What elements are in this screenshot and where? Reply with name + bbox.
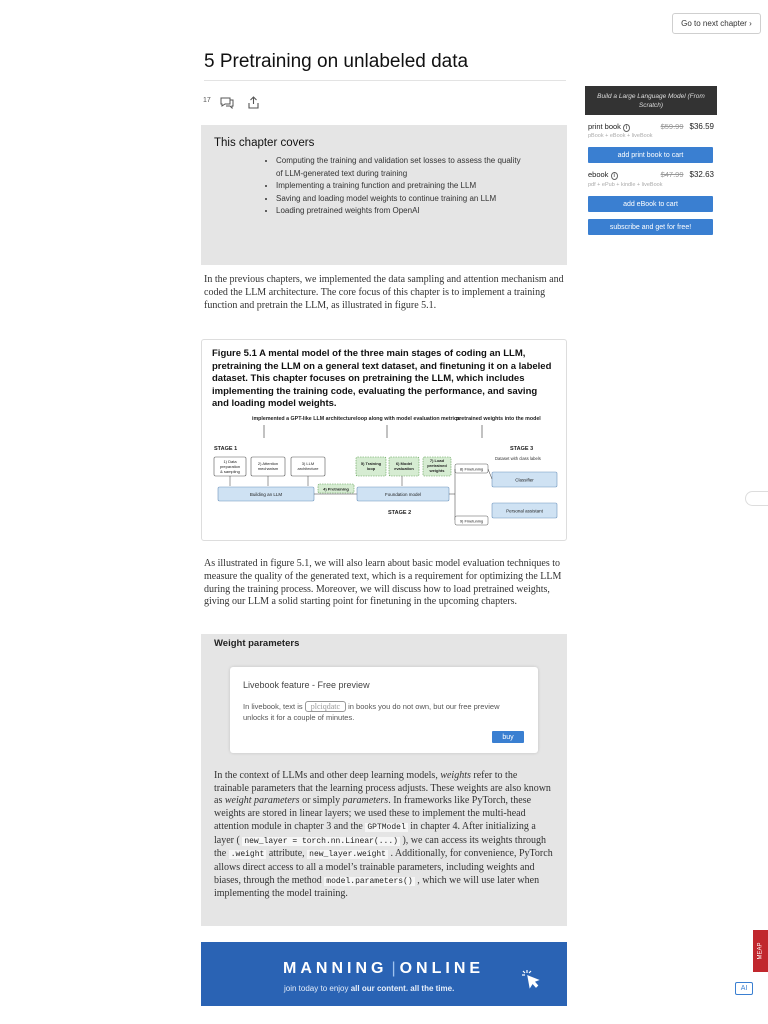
weight-parameters-text: In the context of LLMs and other deep learning models, weights refer to the trainable parameters that the learning process adjusts. These weights are also known as weight parameters or simply parameters. In frameworks like PyTorch, these weights are stored in linear layers; we used these to implement the multi-head attention module in chapter 3 and the GPTModel in chapter 4. After initializing a layer ( new_layer = torch.nn.Linear(...) ), we can access its weights through the .weight attribute, new_layer.weight . Additionally, for convenience, PyTorch allows direct access to all a model’s trainable parameters, including weights and biases, through the method model.parameters() , which we will use later when implementing the model training.: [214, 770, 553, 900]
svg-text:1) Data: 1) Data: [223, 459, 237, 464]
ebook-old-price: $47.99: [660, 169, 684, 179]
banner-tagline: join today to enjoy all our content. all the time.: [284, 984, 455, 993]
list-item: • Loading pretrained weights from OpenAI: [276, 205, 526, 218]
chapter-covers-list: [214, 155, 526, 218]
box-classifier: [492, 472, 557, 487]
ebook-new-price: $32.63: [689, 169, 714, 179]
svg-text:mechanism: mechanism: [257, 466, 279, 471]
list-item: • Saving and loading model weights to continue training an LLM: [276, 193, 526, 206]
stage1-label: STAGE 1: [214, 446, 238, 452]
svg-text:Foundation model: Foundation model: [384, 492, 422, 497]
comments-icon[interactable]: [219, 96, 235, 111]
box-model-evaluation: [389, 457, 419, 476]
box-building-llm: [218, 487, 314, 501]
figure-top-note-1: implemented a GPT-like LLM architecture: [252, 416, 356, 422]
livebook-preview-card: [230, 667, 538, 753]
box-load-weights: [423, 457, 451, 476]
svg-text:preparation: preparation: [219, 464, 241, 469]
subscribe-button[interactable]: subscribe and get for free!: [588, 219, 713, 235]
chapter-covers-box: [201, 125, 567, 265]
svg-text:pretrained: pretrained: [427, 463, 447, 468]
svg-text:2) Attention: 2) Attention: [257, 461, 279, 466]
box-finetuning-9: [455, 516, 488, 525]
figure-5-1: [201, 339, 567, 541]
chapter-title: 5 Pretraining on unlabeled data: [204, 51, 469, 72]
buy-button[interactable]: buy: [492, 731, 524, 743]
svg-text:8) Finetuning: 8) Finetuning: [459, 466, 484, 472]
comment-count: 17: [203, 97, 211, 104]
print-new-price: $36.59: [689, 121, 714, 131]
ebook-formats: pdf + ePub + kindle + liveBook: [588, 182, 663, 188]
manning-online-banner[interactable]: [201, 942, 567, 1006]
stage2-label: STAGE 2: [388, 510, 412, 516]
svg-text:3) LLM: 3) LLM: [301, 461, 315, 466]
list-item: • Computing the training and validation set losses to assess the quality of LLM-generated text during training: [276, 155, 526, 180]
box-personal-assistant: [492, 503, 557, 518]
box-foundation-model: [357, 487, 449, 501]
figure-top-note-3: pretrained weights into the model: [456, 416, 541, 422]
info-icon[interactable]: i: [611, 172, 618, 180]
chapter-actions: [203, 96, 260, 111]
box-data-prep: [214, 457, 246, 476]
box-finetuning-8: [455, 464, 488, 473]
svg-text:Classifier: Classifier: [515, 477, 534, 483]
info-icon[interactable]: i: [623, 124, 630, 132]
svg-text:9) Finetuning: 9) Finetuning: [459, 518, 484, 524]
stage3-label: STAGE 3: [510, 446, 534, 452]
meap-tab[interactable]: MEAP: [753, 930, 768, 972]
purchase-sidebar: [584, 86, 718, 244]
figure-top-note-2: loop along with model evaluation metrics: [356, 416, 460, 422]
weight-parameters-box: [201, 634, 567, 926]
share-icon[interactable]: [247, 96, 260, 111]
svg-text:Building an LLM: Building an LLM: [249, 492, 283, 497]
svg-text:& sampling: & sampling: [220, 469, 240, 474]
preview-title: Livebook feature - Free preview: [243, 680, 370, 690]
cursor-click-icon: [519, 968, 543, 997]
svg-text:4) Pretraining: 4) Pretraining: [323, 486, 349, 492]
dataset-label: Dataset with class labels: [495, 456, 541, 461]
svg-text:Personal assistant: Personal assistant: [506, 508, 543, 514]
next-chapter-button[interactable]: Go to next chapter ›: [672, 13, 761, 34]
svg-text:weights: weights: [429, 468, 445, 473]
ebook-price-row: ebook i $47.99 $32.63: [588, 169, 714, 179]
box-attention: [251, 457, 285, 476]
svg-text:5) Training: 5) Training: [360, 461, 382, 466]
figure-diagram: [212, 414, 558, 528]
box-pretraining: [318, 484, 354, 493]
add-print-to-cart-button[interactable]: add print book to cart: [588, 147, 713, 163]
box-llm-architecture: [291, 457, 325, 476]
box-training-loop: [356, 457, 386, 476]
book-cover-title: Build a Large Language Model (From Scratch): [585, 86, 717, 115]
svg-text:loop: loop: [366, 466, 376, 471]
scrambled-text: plciqdatc: [305, 701, 346, 712]
intro-paragraph: In the previous chapters, we implemented the data sampling and attention mechanism and coded the LLM architecture. The core focus of this chapter is to implement a training function and pretrain the LLM, as illustrated in figure 5.1.: [204, 274, 564, 311]
add-ebook-to-cart-button[interactable]: add eBook to cart: [588, 196, 713, 212]
svg-text:6) Model: 6) Model: [395, 461, 413, 466]
after-figure-paragraph: As illustrated in figure 5.1, we will also learn about basic model evaluation techniques to measure the quality of the generated text, which is a requirement for optimizing the LLM during the training process. Moreover, we will discuss how to load pretrained weights, giving our LLM a solid starting point for finetuning in the upcoming chapters.: [204, 558, 562, 608]
chapter-covers-heading: This chapter covers: [214, 137, 315, 149]
print-old-price: $59.99: [660, 121, 684, 131]
figure-caption: Figure 5.1 A mental model of the three main stages of coding an LLM, pretraining the LLM on a general text dataset, and finetuning it on a labeled dataset. This chapter focuses on pretraining the LLM, which includes implementing the training code, evaluating the performance, and saving and loading model weights.: [212, 348, 552, 410]
banner-brand: MANNING | ONLINE: [283, 960, 485, 977]
print-formats: pBook + eBook + liveBook: [588, 133, 653, 139]
print-price-row: print book i $59.99 $36.59: [588, 121, 714, 131]
preview-text: In livebook, text is plciqdatc in books you do not own, but our free preview unlocks it for a couple of minutes.: [243, 702, 500, 722]
svg-text:evaluation: evaluation: [394, 466, 414, 471]
title-divider: [204, 80, 566, 81]
list-item: • Implementing a training function and pretraining the LLM: [276, 180, 526, 193]
weight-parameters-heading: Weight parameters: [214, 638, 300, 649]
svg-text:7) Load: 7) Load: [429, 458, 445, 463]
ai-assistant-button[interactable]: AI: [735, 982, 753, 995]
side-handle[interactable]: [745, 491, 768, 506]
svg-text:architecture: architecture: [297, 466, 319, 471]
